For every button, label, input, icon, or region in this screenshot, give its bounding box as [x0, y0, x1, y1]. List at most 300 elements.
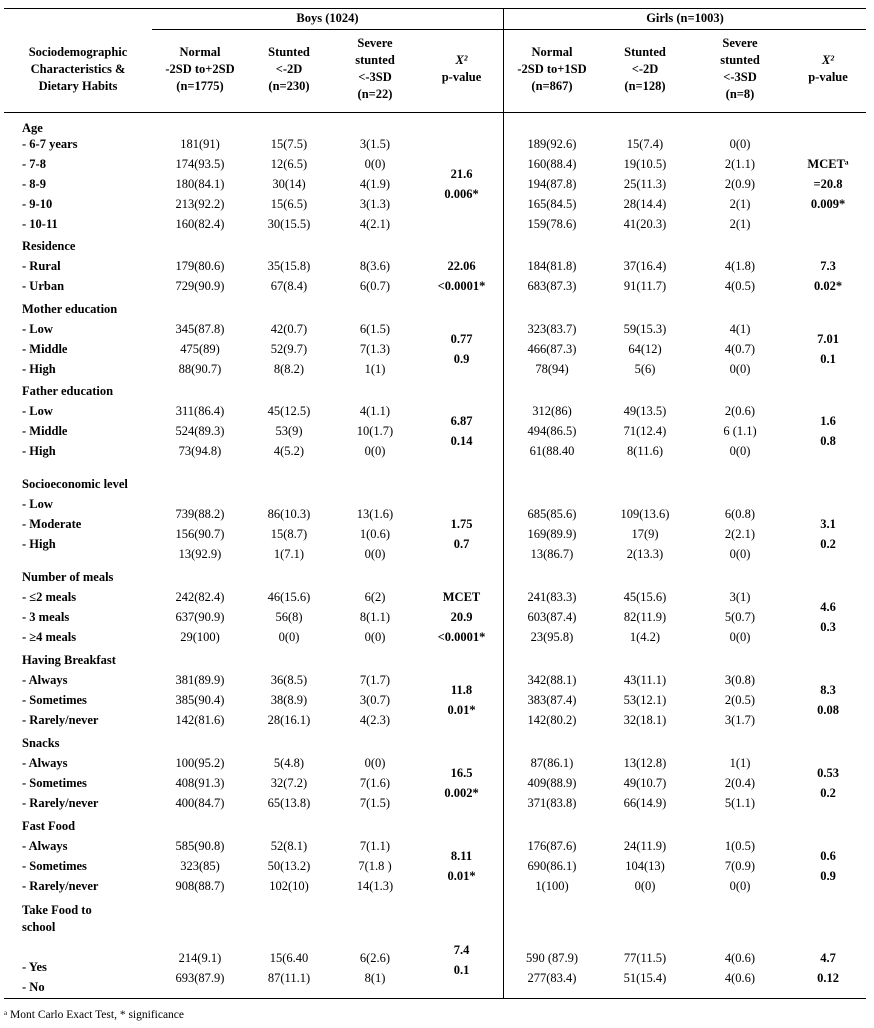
row-label: - Low [22, 404, 53, 418]
table-cell: 5(0.7) [724, 610, 756, 624]
boys-stat-value: 22.06 [447, 259, 476, 273]
col-header-line: Dietary Habits [38, 79, 118, 93]
row-label: - Yes [22, 960, 47, 974]
row-label: - Rarely/never [22, 879, 99, 893]
table-cell: 524(89.3) [175, 424, 225, 438]
table-cell: 7(1.5) [359, 796, 391, 810]
table-cell: 32(18.1) [623, 713, 667, 727]
table-cell: 64(12) [628, 342, 662, 356]
table-cell: 5(1.1) [724, 796, 756, 810]
table-cell: 0(0) [364, 756, 386, 770]
table-cell: 37(16.4) [623, 259, 667, 273]
table-cell: 603(87.4) [527, 610, 577, 624]
table-cell: 6 (1.1) [723, 424, 757, 438]
boys-stat-value: 1.75 [450, 517, 473, 531]
table-cell: 277(83.4) [527, 971, 577, 985]
table-cell: 383(87.4) [527, 693, 577, 707]
table-cell: 4(2.3) [359, 713, 391, 727]
table-cell: 214(9.1) [178, 951, 222, 965]
table-cell: 45(12.5) [267, 404, 311, 418]
row-label: - No [22, 980, 45, 994]
table-cell: 50(13.2) [267, 859, 311, 873]
row-label: - 10-11 [22, 217, 58, 231]
table-cell: 104(13) [625, 859, 665, 873]
table-cell: 7(0.9) [724, 859, 756, 873]
table-cell: 45(15.6) [623, 590, 667, 604]
col-header-line: p-value [441, 70, 482, 84]
table-cell: 585(90.8) [175, 839, 225, 853]
row-label: - Always [22, 756, 68, 770]
boys-stat-value: 0.14 [450, 434, 473, 448]
table-cell: 174(93.5) [175, 157, 225, 171]
table-cell: 4(1.1) [359, 404, 391, 418]
girls-stat-value: 4.6 [820, 600, 836, 614]
table-cell: 685(85.6) [527, 507, 577, 521]
col-header-line: (n=8) [725, 87, 755, 101]
table-cell: 4(1.8) [724, 259, 756, 273]
girls-group-header: Girls (n=1003) [646, 11, 724, 25]
table-cell: 156(90.7) [175, 527, 225, 541]
table-cell: 7(1.8 ) [358, 859, 392, 873]
row-label: - 8-9 [22, 177, 46, 191]
table-cell: 7(1.6) [359, 776, 391, 790]
girls-stat-value: 0.2 [820, 786, 836, 800]
table-cell: 15(8.7) [270, 527, 308, 541]
table-cell: 43(11.1) [623, 673, 667, 687]
table-cell: 1(1) [729, 756, 751, 770]
row-label: - Urban [22, 279, 65, 293]
table-cell: 8(1) [364, 971, 386, 985]
table-cell: 71(12.4) [623, 424, 667, 438]
table-cell: 184(81.8) [527, 259, 577, 273]
table-cell: 0(0) [729, 547, 751, 561]
table-cell: 8(11.6) [627, 444, 663, 458]
col-header-line: (n=1775) [176, 79, 224, 93]
row-label: - Low [22, 497, 53, 511]
table-cell: 73(94.8) [178, 444, 222, 458]
table-cell: 78(94) [535, 362, 569, 376]
table-cell: 739(88.2) [175, 507, 225, 521]
table-cell: 683(87.3) [527, 279, 577, 293]
table-cell: 82(11.9) [623, 610, 667, 624]
boys-stat-value: 0.01* [447, 869, 476, 883]
table-cell: 3(1) [729, 590, 751, 604]
table-top-rule [4, 8, 866, 9]
table-cell: 4(0.6) [724, 971, 756, 985]
boys-stat-value: MCET [442, 590, 481, 604]
col-header-girls-normal [504, 44, 600, 95]
girls-stat-value: 7.01 [817, 332, 839, 346]
boys-stat-value: 0.77 [450, 332, 473, 346]
table-cell: 15(7.5) [270, 137, 308, 151]
table-cell: 7(1.3) [359, 342, 391, 356]
table-cell: 7(1.1) [359, 839, 391, 853]
table-cell: 109(13.6) [620, 507, 670, 521]
col-header-line: <-2D [275, 62, 303, 76]
table-cell: 2(0.4) [724, 776, 756, 790]
group-header-rule [152, 29, 866, 30]
table-cell: 6(2.6) [359, 951, 391, 965]
table-cell: 2(13.3) [626, 547, 664, 561]
table-cell: 194(87.8) [527, 177, 577, 191]
col-header-line: Sociodemographic [28, 45, 128, 59]
table-cell: 2(1.1) [724, 157, 756, 171]
row-label: - 7-8 [22, 157, 46, 171]
section-title: Having Breakfast [22, 653, 116, 667]
row-label: - 3 meals [22, 610, 70, 624]
girls-stat-value: 0.9 [820, 869, 836, 883]
boys-stat-value: 0.7 [453, 537, 470, 551]
table-cell: 88(90.7) [178, 362, 222, 376]
table-cell: 0(0) [364, 547, 386, 561]
table-cell: 408(91.3) [175, 776, 225, 790]
table-cell: 409(88.9) [527, 776, 577, 790]
row-label: - Always [22, 839, 68, 853]
girls-stat-value: 0.3 [820, 620, 836, 634]
table-cell: 30(15.5) [267, 217, 311, 231]
table-cell: 908(88.7) [175, 879, 225, 893]
table-cell: 15(6.40 [269, 951, 309, 965]
col-header-boys-stunted [248, 44, 330, 95]
table-cell: 494(86.5) [527, 424, 577, 438]
col-header-line: Characteristics & [30, 62, 126, 76]
table-cell: 13(12.8) [623, 756, 667, 770]
table-cell: 475(89) [180, 342, 220, 356]
section-title: Age [22, 121, 43, 135]
table-cell: 46(15.6) [267, 590, 311, 604]
girls-stat-value: 0.8 [820, 434, 836, 448]
col-header-line: (n=867) [531, 79, 573, 93]
table-cell: 466(87.3) [527, 342, 577, 356]
boys-stat-value: 21.6 [450, 167, 473, 181]
table-cell: 0(0) [729, 630, 751, 644]
table-cell: 15(7.4) [626, 137, 664, 151]
col-header-line: Severe [357, 36, 393, 50]
section-title: Residence [22, 239, 76, 253]
boys-stat-value: <0.0001* [437, 630, 486, 644]
table-cell: 4(1) [729, 322, 751, 336]
girls-stat-value: 0.009* [810, 197, 846, 211]
table-cell: 2(2.1) [724, 527, 756, 541]
col-header-line: (n=22) [357, 87, 393, 101]
boys-stat-value: 0.006* [444, 187, 479, 201]
girls-stat-value: 0.53 [817, 766, 839, 780]
table-cell: 0(0) [729, 444, 751, 458]
section-title: Snacks [22, 736, 60, 750]
table-cell: 7(1.7) [359, 673, 391, 687]
table-cell: 165(84.5) [527, 197, 577, 211]
table-cell: 312(86) [532, 404, 572, 418]
table-cell: 91(11.7) [623, 279, 667, 293]
table-cell: 102(10) [269, 879, 309, 893]
section-title: Mother education [22, 302, 118, 316]
boys-stat-value: 0.1 [453, 963, 470, 977]
table-cell: 4(5.2) [273, 444, 305, 458]
girls-stat-value: 0.2 [820, 537, 836, 551]
table-cell: 53(12.1) [623, 693, 667, 707]
table-cell: 87(11.1) [267, 971, 311, 985]
table-cell: 100(95.2) [175, 756, 225, 770]
boys-stat-value: 0.9 [453, 352, 470, 366]
col-header-line: p-value [808, 70, 848, 84]
table-cell: 1(4.2) [629, 630, 661, 644]
row-label: - High [22, 362, 56, 376]
row-label: - Always [22, 673, 68, 687]
table-cell: 25(11.3) [623, 177, 667, 191]
table-cell: 637(90.9) [175, 610, 225, 624]
header-bottom-rule [4, 112, 866, 113]
table-cell: 49(10.7) [623, 776, 667, 790]
table-cell: 61(88.40 [529, 444, 575, 458]
section-title: Number of meals [22, 570, 114, 584]
col-header-line: Severe [722, 36, 758, 50]
girls-stat-value: 1.6 [820, 414, 836, 428]
col-header-girls-x2 [790, 52, 866, 86]
table-cell: 56(8) [275, 610, 303, 624]
table-cell: 4(0.7) [724, 342, 756, 356]
girls-stat-value: =20.8 [813, 177, 843, 191]
table-cell: 213(92.2) [175, 197, 225, 211]
table-cell: 241(83.3) [527, 590, 577, 604]
row-label: - Middle [22, 424, 68, 438]
table-cell: 142(81.6) [175, 713, 225, 727]
table-cell: 2(0.5) [724, 693, 756, 707]
girls-stat-value: 0.08 [817, 703, 839, 717]
col-header-line: <-2D [631, 62, 659, 76]
row-label: - Sometimes [22, 859, 87, 873]
girls-stat-value: 0.02* [813, 279, 843, 293]
table-cell: 189(92.6) [527, 137, 577, 151]
table-cell: 0(0) [634, 879, 656, 893]
table-cell: 77(11.5) [623, 951, 667, 965]
col-header-line: stunted [720, 53, 760, 67]
boys-stat-value: <0.0001* [437, 279, 486, 293]
table-cell: 59(15.3) [623, 322, 667, 336]
table-cell: 13(86.7) [530, 547, 574, 561]
row-label: - Middle [22, 342, 68, 356]
section-title: Father education [22, 384, 114, 398]
table-cell: 65(13.8) [267, 796, 311, 810]
boys-stat-value: 8.11 [450, 849, 473, 863]
table-cell: 323(83.7) [527, 322, 577, 336]
boys-stat-value: 0.01* [447, 703, 476, 717]
table-cell: 23(95.8) [530, 630, 574, 644]
table-cell: 6(1.5) [359, 322, 391, 336]
col-header-line: Stunted [268, 45, 310, 59]
table-cell: 53(9) [275, 424, 303, 438]
table-cell: 311(86.4) [175, 404, 225, 418]
table-bottom-rule [4, 998, 866, 999]
table-cell: 1(7.1) [273, 547, 305, 561]
table-cell: 400(84.7) [175, 796, 225, 810]
table-cell: 345(87.8) [175, 322, 225, 336]
boys-stat-value: 6.87 [450, 414, 473, 428]
col-header-line: Normal [179, 45, 221, 59]
boys-stat-value: 20.9 [450, 610, 473, 624]
girls-stat-value: 4.7 [820, 951, 836, 965]
table-cell: 6(0.7) [359, 279, 391, 293]
table-cell: 590 (87.9) [525, 951, 579, 965]
girls-stat-value: 0.1 [820, 352, 836, 366]
boys-stat-value: 11.8 [450, 683, 473, 697]
table-cell: 0(0) [364, 630, 386, 644]
table-cell: 4(2.1) [359, 217, 391, 231]
table-cell: 41(20.3) [623, 217, 667, 231]
table-cell: 0(0) [729, 362, 751, 376]
boys-stat-value: 16.5 [450, 766, 473, 780]
table-cell: 35(15.8) [267, 259, 311, 273]
table-cell: 729(90.9) [175, 279, 225, 293]
table-cell: 4(0.5) [724, 279, 756, 293]
col-header-line: Stunted [624, 45, 666, 59]
table-cell: 176(87.6) [527, 839, 577, 853]
row-label: - Moderate [22, 517, 82, 531]
col-header-girls-stunted [600, 44, 690, 95]
col-header-line: <-3SD [358, 70, 392, 84]
col-header-line: <-3SD [723, 70, 757, 84]
table-cell: 3(1.3) [359, 197, 391, 211]
col-header-line: X² [455, 53, 468, 67]
table-cell: 3(0.8) [724, 673, 756, 687]
table-cell: 24(11.9) [623, 839, 667, 853]
row-label: - High [22, 537, 56, 551]
table-cell: 323(85) [180, 859, 220, 873]
table-cell: 36(8.5) [270, 673, 308, 687]
row-label: - 6-7 years [22, 137, 78, 151]
table-cell: 86(10.3) [267, 507, 311, 521]
boys-stat-value: 0.002* [444, 786, 479, 800]
footnote: ᵃ Mont Carlo Exact Test, * significance [4, 1009, 185, 1021]
row-label: - Rarely/never [22, 796, 99, 810]
col-header-line: stunted [355, 53, 395, 67]
table-cell: 87(86.1) [530, 756, 574, 770]
table-cell: 1(0.5) [724, 839, 756, 853]
table-cell: 6(0.8) [724, 507, 756, 521]
section-title: Socioeconomic level [22, 477, 128, 491]
row-label: - Rarely/never [22, 713, 99, 727]
boys-group-header: Boys (1024) [296, 11, 359, 25]
table-cell: 0(0) [278, 630, 300, 644]
table-cell: 8(8.2) [273, 362, 305, 376]
table-cell: 30(14) [272, 177, 306, 191]
row-label: - 9-10 [22, 197, 53, 211]
table-cell: 169(89.9) [527, 527, 577, 541]
col-header-characteristics [4, 44, 152, 95]
table-cell: 371(83.8) [527, 796, 577, 810]
col-header-line: X² [821, 53, 835, 67]
table-cell: 159(78.6) [527, 217, 577, 231]
table-cell: 0(0) [364, 444, 386, 458]
row-label: - Sometimes [22, 776, 87, 790]
col-header-line: Normal [531, 45, 573, 59]
table-cell: 52(9.7) [270, 342, 308, 356]
table-cell: 2(1) [729, 217, 751, 231]
table-cell: 3(1.5) [359, 137, 391, 151]
girls-stat-value: MCETᵃ [807, 157, 849, 171]
table-cell: 8(3.6) [359, 259, 391, 273]
table-cell: 3(1.7) [724, 713, 756, 727]
col-header-girls-severe [690, 35, 790, 103]
table-cell: 13(92.9) [178, 547, 222, 561]
table-cell: 181(91) [180, 137, 220, 151]
table-cell: 2(0.9) [724, 177, 756, 191]
table-cell: 5(4.8) [273, 756, 305, 770]
table-cell: 2(1) [729, 197, 751, 211]
table-cell: 1(0.6) [359, 527, 391, 541]
row-label: - High [22, 444, 56, 458]
row-label: - ≤2 meals [22, 590, 77, 604]
table-cell: 19(10.5) [623, 157, 667, 171]
table-cell: 49(13.5) [623, 404, 667, 418]
table-cell: 179(80.6) [175, 259, 225, 273]
table-cell: 0(0) [729, 879, 751, 893]
girls-stat-value: 3.1 [820, 517, 836, 531]
table-cell: 8(1.1) [359, 610, 391, 624]
table-cell: 242(82.4) [175, 590, 225, 604]
table-cell: 342(88.1) [527, 673, 577, 687]
col-header-boys-x2 [420, 52, 503, 86]
col-header-line: (n=128) [624, 79, 666, 93]
table-cell: 385(90.4) [175, 693, 225, 707]
table-cell: 15(6.5) [270, 197, 308, 211]
table-cell: 160(88.4) [527, 157, 577, 171]
table-cell: 28(16.1) [267, 713, 311, 727]
table-cell: 6(2) [364, 590, 386, 604]
table-cell: 180(84.1) [175, 177, 225, 191]
col-header-line: -2SD to+1SD [517, 62, 587, 76]
table-cell: 1(1) [364, 362, 386, 376]
table-cell: 52(8.1) [270, 839, 308, 853]
table-cell: 17(9) [631, 527, 659, 541]
table-cell: 13(1.6) [356, 507, 394, 521]
section-title: Take Food to [22, 903, 92, 917]
table-cell: 2(0.6) [724, 404, 756, 418]
boys-stat-value: 7.4 [453, 943, 470, 957]
table-cell: 5(6) [634, 362, 656, 376]
girls-stat-value: 0.12 [817, 971, 839, 985]
table-cell: 3(0.7) [359, 693, 391, 707]
girls-stat-value: 7.3 [820, 259, 836, 273]
table-cell: 12(6.5) [270, 157, 308, 171]
table-cell: 51(15.4) [623, 971, 667, 985]
table-cell: 67(8.4) [270, 279, 308, 293]
section-title: school [22, 920, 56, 934]
row-label: - ≥4 meals [22, 630, 77, 644]
table-cell: 1(100) [535, 879, 569, 893]
table-cell: 28(14.4) [623, 197, 667, 211]
table-cell: 690(86.1) [527, 859, 577, 873]
table-cell: 38(8.9) [270, 693, 308, 707]
table-cell: 0(0) [729, 137, 751, 151]
col-header-line: -2SD to+2SD [165, 62, 235, 76]
table-cell: 14(1.3) [356, 879, 394, 893]
col-header-line: (n=230) [268, 79, 310, 93]
row-label: - Low [22, 322, 53, 336]
table-cell: 4(0.6) [724, 951, 756, 965]
table-cell: 29(100) [180, 630, 220, 644]
col-header-boys-normal [152, 44, 248, 95]
table-cell: 160(82.4) [175, 217, 225, 231]
row-label: - Sometimes [22, 693, 87, 707]
col-header-boys-severe [330, 35, 420, 103]
table-cell: 10(1.7) [356, 424, 394, 438]
table-cell: 66(14.9) [623, 796, 667, 810]
girls-stat-value: 0.6 [820, 849, 836, 863]
table-cell: 142(80.2) [527, 713, 577, 727]
table-cell: 4(1.9) [359, 177, 391, 191]
table-cell: 381(89.9) [175, 673, 225, 687]
section-title: Fast Food [22, 819, 76, 833]
